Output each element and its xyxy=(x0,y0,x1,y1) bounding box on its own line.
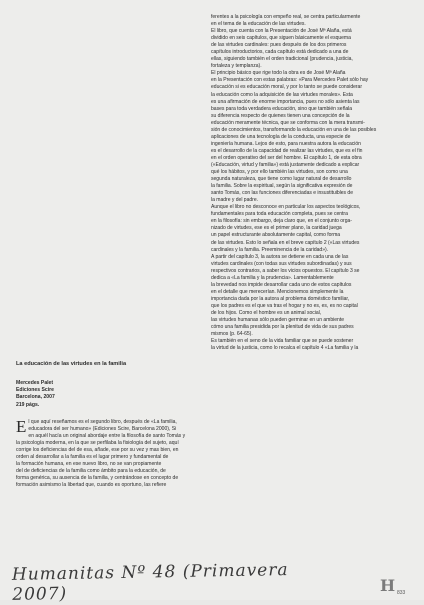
book-publisher: Ediciones Scire xyxy=(16,387,54,394)
text-line: en el detalle que merecerían. Mencionemos simplemente la xyxy=(211,288,344,295)
text-line: educadora del ser humano» (Ediciones Scire, Barcelona 2000), Si xyxy=(28,425,177,432)
book-pages: 219 págs. xyxy=(16,401,40,408)
journal-logo: H xyxy=(380,576,396,595)
text-line: respectivos contrarios, a saber los vicios opuestos. El capítulo 3 se xyxy=(211,267,360,274)
text-line: virtudes cardinales (con todas sus virtudes subordinadas) y sus xyxy=(211,260,352,267)
text-line: en aquél hacía un original abordaje entre la filosofía de santo Tomás y xyxy=(28,432,186,439)
text-line: mismos (p. 64-65). xyxy=(211,331,253,338)
text-line: Es también en el seno de la vida familiar que se puede sostener xyxy=(211,338,354,345)
book-author: Mercedes Palet xyxy=(16,380,54,386)
text-line: la madre y del padre. xyxy=(211,197,258,204)
text-line: un papel estructurante absolutamente capital, como forma xyxy=(211,232,341,239)
text-line: importancia dada por la autora al problema doméstico familiar, xyxy=(211,295,350,302)
text-line: de las virtudes cardinales: pues después de los dos primeros xyxy=(211,42,347,49)
text-line: cardinales y la familia. Preeminencia de la caridad»). xyxy=(211,246,329,253)
text-line: orden al desarrollar a la familia es el lugar primero y fundamental de xyxy=(16,454,169,461)
text-line: la virtud de la justicia, como lo recalca el capítulo 4 «La familia y la xyxy=(211,345,359,352)
text-line: formación asimismo la libertad que, cuando es oportuno, las refiere xyxy=(16,482,167,489)
book-title: La educación de las virtudes en la familia xyxy=(16,361,127,367)
book-metadata xyxy=(16,380,204,409)
text-line: en la filosofía: sin embargo, deja claro que, en el conjunto orga- xyxy=(211,218,352,225)
text-line: ellas, siguiendo también el orden tradicional (prudencia, justicia, xyxy=(211,56,353,63)
text-line: ferentes a la psicología con empeño real, se centra particularmente xyxy=(211,14,361,20)
review-body-start xyxy=(16,416,204,489)
text-line: dedica a «La familia y la prudencia». Lamentablemente xyxy=(211,274,334,281)
text-line: es una afirmación de enorme importancia, pues no sólo asienta las xyxy=(211,98,360,105)
text-line: fundamentales para toda educación completa, pues se centra xyxy=(211,211,348,218)
text-line: la formación humana, en ese nuevo libro, no se van propiamente xyxy=(16,461,162,468)
text-line: la familia. Sobre la espiritual, según la significativa expresión de xyxy=(211,183,353,190)
review-column-left xyxy=(16,360,204,489)
text-line: qué los hábitos, y por ello también las virtudes, son como una xyxy=(211,169,348,176)
text-line: forma genérica, su ausencia de la familia, y centrándose en concepto de xyxy=(16,475,179,482)
text-line: cómo una familia presidida por la plenitud de vida de sus padres xyxy=(211,324,354,331)
text-line: capítulos introductorios, cada capítulo está dedicado a una de xyxy=(211,49,349,56)
text-line: de los hijos. Como el hombre es un animal social, xyxy=(211,309,322,316)
text-line: del de deficiencias de la familia como ámbito para la educación, de xyxy=(16,468,166,475)
text-line: educación meramente técnica, que se conforma con la mera transmi- xyxy=(211,119,365,126)
text-line: segunda naturaleza, que tiene como lugar natural de desarrollo xyxy=(211,176,352,183)
text-line: ingeniería humana. Lejos de esto, para nuestra autora la educación xyxy=(211,140,361,147)
review-column-right xyxy=(211,14,408,352)
text-line: fortaleza y templanza). xyxy=(211,63,262,70)
text-line: en el orden operativo del ser del hombre. El capítulo 1, de esta obra xyxy=(211,154,362,161)
text-line: su diferencia respecto de quienes tienen una concepción de la xyxy=(211,112,350,119)
drop-cap: E xyxy=(16,416,27,436)
text-line: la educación como la adquisición de las virtudes morales». Esta xyxy=(211,91,353,98)
text-line: educación si es educación moral, y por lo tanto se puede considerar xyxy=(211,84,362,91)
text-line: aplicaciones de una tecnología de la conducta, una especie de xyxy=(211,133,351,140)
text-line: sión de conocimientos, transformando la educación en una de las posibles xyxy=(211,126,377,133)
text-line: A partir del capítulo 3, la autora se detiene en cada una de las xyxy=(211,253,349,260)
page-number: 833 xyxy=(397,590,406,596)
text-line: El principio básico que rige todo la obra es de José Mª Alaña xyxy=(211,70,346,77)
text-line: corrige los deficiencias del de esa, añade, ese por su vez y mas bien, en xyxy=(16,447,179,453)
text-line: dividido en seis capítulos, que siguen básicamente el esquema xyxy=(211,35,351,42)
text-line: en el tema de la educación de las virtudes. xyxy=(211,21,306,28)
book-place-year: Barcelona, 2007 xyxy=(16,394,55,401)
text-line: nizado de virtudes, ese es el primer plano, la caridad juega xyxy=(211,225,342,232)
text-line: de las virtudes. Esto lo señala en el breve capítulo 2 («Las virtudes xyxy=(211,239,360,246)
text-line: bases para toda verdadera educación, sino que también señala xyxy=(211,105,353,112)
text-line: es el desarrollo de la capacidad de realizar las virtudes, que es el fin xyxy=(211,147,363,154)
text-line: las virtudes humanas sólo pueden germinar en un ambiente xyxy=(211,317,344,324)
text-line: en la Presentación con estas palabras: «Para Mercedes Palet sólo hay xyxy=(211,77,369,84)
text-line: Aunque el libro no desconoce en particular los aspectos teológicos, xyxy=(211,204,361,211)
text-line: que los padres es el que va tras el hogar y no es, es, es no capital xyxy=(211,302,358,309)
text-line: l que aquí reseñamos es el segundo libro, después de «La familia, xyxy=(28,418,177,425)
text-line: («Educación, virtud y familia») está justamente dedicado a explicar xyxy=(211,161,360,168)
text-line: El libro, que cuenta con la Presentación de José Mª Alaña, está xyxy=(211,28,352,35)
handwritten-citation: Humanitas Nº 48 (Primavera 2007) xyxy=(11,560,289,605)
text-line: santo Tomás, con las funciones diferenciadas e insustituibles de xyxy=(211,190,353,197)
text-line: la psicología moderna, en la que se perfilaba la fisiología del sujeto, aquí xyxy=(16,439,179,446)
text-line: la brevedad nos impide desarrollar cada uno de estos capítulos xyxy=(211,281,352,288)
